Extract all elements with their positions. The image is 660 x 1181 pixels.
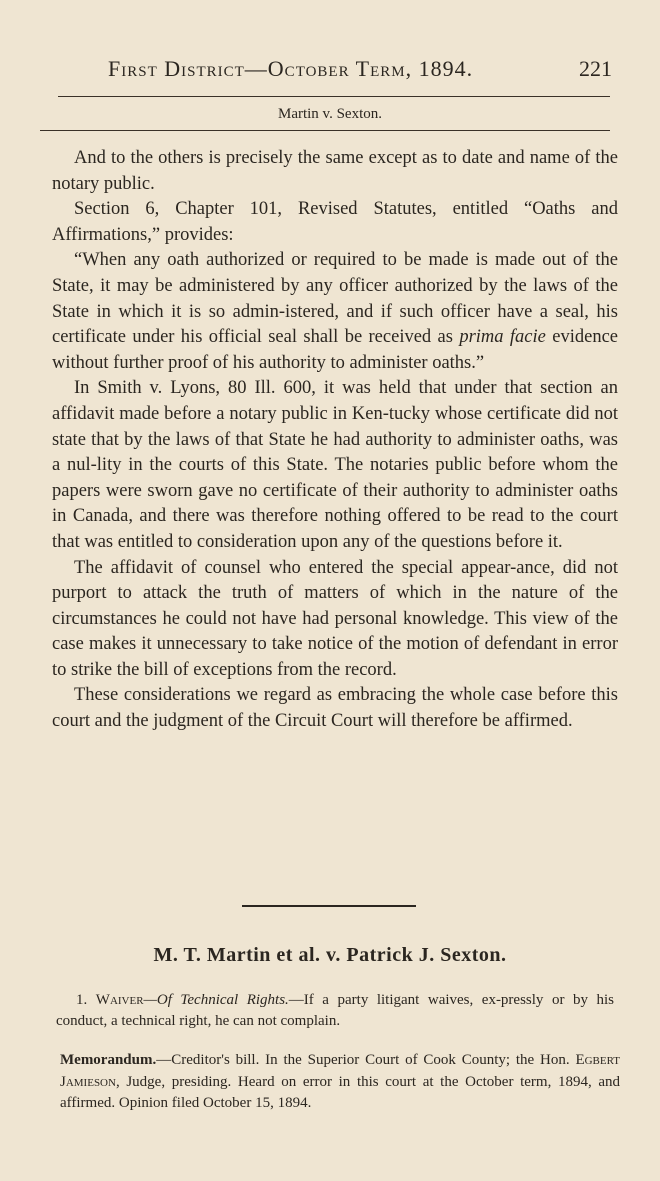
headnote-text: —If a party litigant waives, ex-pressly or by his conduct, a technical right, he can not complain.: [56, 992, 615, 1029]
running-title: First District—October Term, 1894.: [108, 56, 474, 81]
paragraph-5: The affidavit of counsel who entered the special appear-ance, did not purport to attack the truth of matters of which in the nature of the circumstances he could not have had personal knowledge. This view of the case makes it unnecessary to take notice of the motion of defendant in error to strike the bill of exceptions from the record.: [52, 557, 618, 680]
memorandum-text-2: , Judge, presiding. Heard on error in this court at the October term, 1894, and affirmed. Opinion filed October 15, 1894.: [60, 1073, 620, 1111]
quote-italic: prima facie: [459, 327, 546, 348]
headnote-topic: Waiver: [95, 992, 144, 1008]
running-head: [108, 56, 612, 82]
judge-name: Egbert Jamieson: [60, 1052, 620, 1090]
paragraph-4: In Smith v. Lyons, 80 Ill. 600, it was held that under that section an affidavit made before a notary public in Ken-tucky whose certificate did not state that by the laws of that State he had authority to administer oaths, was a nul-lity in the courts of this State. The notaries public before whom the papers were sworn gave no certificate of their authority to administer oaths in Canada, and there was therefore nothing offered to be read to the court that was entitled to consideration upon any of the questions before it.: [52, 378, 618, 552]
memorandum: [60, 1050, 620, 1115]
memorandum-text-1: —Creditor's bill. In the Superior Court of Cook County; the Hon.: [156, 1052, 576, 1068]
header-rule-top: [58, 96, 610, 97]
case-caption: Martin v. Sexton.: [277, 106, 383, 122]
header-rule-bottom: [40, 130, 610, 131]
paragraph-2: Section 6, Chapter 101, Revised Statutes, entitled “Oaths and Affirmations,” provides:: [52, 199, 618, 245]
headnote-number: 1.: [76, 992, 88, 1008]
quote-part-1: “When any oath authorized or required to be made is made out of the State, it may be administered by any officer authorized by the laws of the State in which it is so admin-istered, and if such officer have a seal, his certificate under his official seal shall be received as: [52, 250, 618, 348]
opinion-text: [52, 146, 618, 735]
headnote: [56, 990, 614, 1031]
page-number: 221: [579, 56, 612, 81]
paragraph-3-quote: [52, 248, 618, 376]
quote-part-2: evidence without further proof of his authority to administer oaths.”: [52, 327, 618, 373]
headnote-subtopic: —Of Technical Rights.: [143, 992, 289, 1008]
paragraph-6: These considerations we regard as embracing the whole case before this court and the judgment of the Circuit Court will therefore be affirmed.: [52, 685, 618, 732]
next-case-title: M. T. Martin et al. v. Patrick J. Sexton.: [153, 944, 507, 966]
memorandum-label: Memorandum.: [60, 1052, 157, 1068]
paragraph-1: And to the others is precisely the same except as to date and name of the notary public.: [52, 148, 618, 194]
section-divider: [242, 905, 416, 907]
